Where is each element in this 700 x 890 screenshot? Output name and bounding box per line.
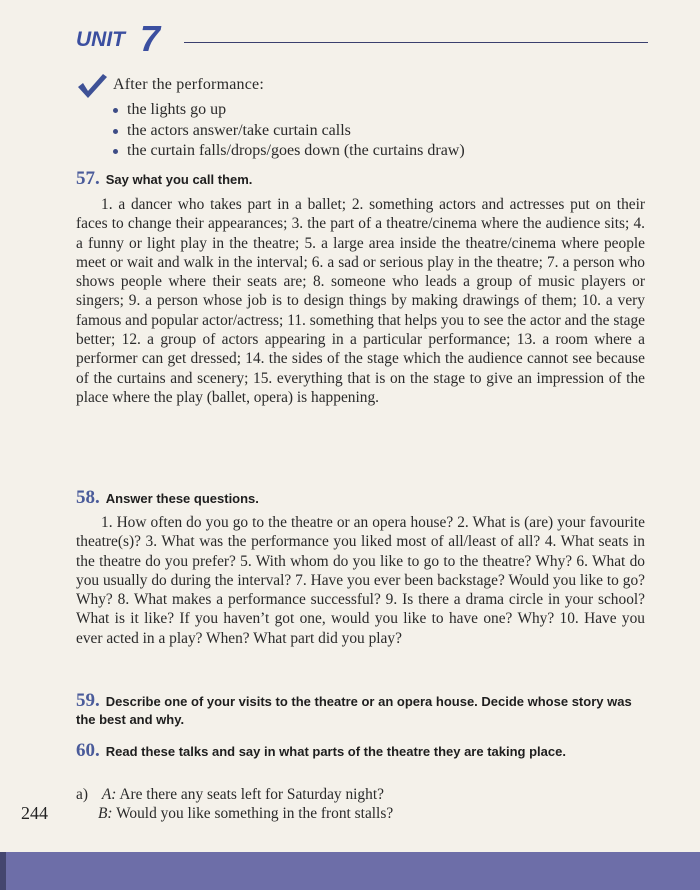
exercise-58-text: 1. How often do you go to the theatre or an opera house? 2. What is (are) your favourite theatre(s)? 3. What was the performance you liked most of all/least of all? 4. What seats in the theatre do you prefer? 5. With whom do you like to go to the theatre? Why? 6. What do you usually do during the interval? 7. Have you ever been backstage? Would you like to go? Why? 8. What makes a performance successful? 9. Is there a drama circle in your school? What is it like? If you haven’t got one, would you like to have one? Why? 10. Have you ever acted in a play? When? What part did you play? <box>76 514 645 647</box>
exercise-instruction: Answer these questions. <box>105 491 259 506</box>
speaker-label: B: <box>98 805 113 822</box>
exercise-instruction: Read these talks and say in what parts of the theatre they are taking place. <box>105 744 566 759</box>
unit-logo <box>74 20 180 54</box>
list-item: the curtain falls/drops/goes down (the curtains draw) <box>110 141 465 162</box>
exercise-number: 59. <box>76 690 100 711</box>
footer-band <box>0 852 700 890</box>
unit-logo-graphic <box>74 20 180 54</box>
header-rule <box>184 42 648 43</box>
exercise-57-heading <box>76 170 646 189</box>
exercise-57-text: 1. a dancer who takes part in a ballet; 2. something actors and actresses put on their faces to change their appearances; 3. the part of a theatre/cinema where the audience sits; 4. a funny or light play in the theatre; 5. a large area inside the theatre/cinema where people meet or wait and walk in the interval; 6. a sad or serious play in the theatre; 7. a person who shows people where their seats are; 8. someone who leads a group of music players or singers; 9. a person whose job is to design things by making drawings of them; 10. a very famous and popular actor/actress; 11. something that helps you to see the actor and the stage better; 12. a group of actors appearing in a particular performance; 13. a room where a performer can get dressed; 14. the sides of the stage which the audience cannot see because of the curtains and scenery; 15. everything that is on the stage to give an impression of the place where the play (ballet, opera) is happening. <box>76 196 645 406</box>
exercise-instruction: Say what you call them. <box>105 172 253 187</box>
exercise-number: 58. <box>76 487 100 508</box>
intro-title: After the performance: <box>113 76 264 93</box>
exercise-instruction: Describe one of your visits to the theatre or an opera house. Decide whose story was the best and why. <box>76 694 632 727</box>
list-item: the actors answer/take curtain calls <box>110 121 465 142</box>
intro-bullet-list <box>110 100 465 162</box>
dialog-line <box>98 804 393 823</box>
exercise-59-heading <box>76 692 646 729</box>
unit-header <box>74 20 648 60</box>
list-item: the lights go up <box>110 100 465 121</box>
svg-text:7: 7 <box>140 20 161 54</box>
checkmark-icon <box>76 72 108 105</box>
exercise-60-heading <box>76 742 646 761</box>
dialog-text: Are there any seats left for Saturday night? <box>119 786 384 803</box>
svg-text:UNIT: UNIT <box>76 28 125 51</box>
dialog-text: Would you like something in the front stalls? <box>116 805 394 822</box>
exercise-58-heading <box>76 489 646 508</box>
exercise-number: 60. <box>76 740 100 761</box>
speaker-label: A: <box>101 786 117 803</box>
page-number: 244 <box>21 803 48 823</box>
dialog-line <box>76 785 384 804</box>
exercise-number: 57. <box>76 168 100 189</box>
dialog-label: a) <box>76 786 88 803</box>
